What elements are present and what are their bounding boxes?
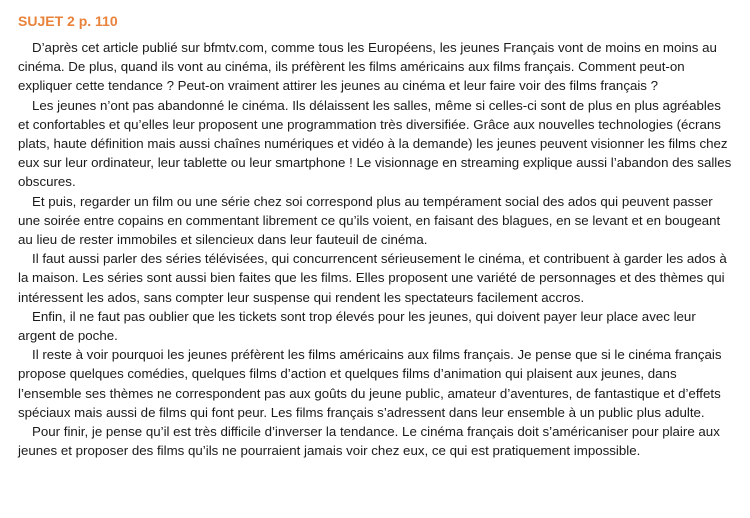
paragraph-2: Les jeunes n’ont pas abandonné le cinéma. Ils délaissent les salles, même si celles-ci sont de plus en plus agréables et confortables et qu’elles leur proposent une programmation très diversifiée. Grâce aux nouvelles technologies (écrans plats, haute définition mais aussi chaînes numériques et vidéo à la demande) les jeunes peuvent visionner les films chez eux sur leur ordinateur, leur tablette ou leur smartphone ! Le visionnage en streaming explique aussi l’abandon des salles obscures. (18, 97, 732, 190)
document-page (18, 12, 732, 460)
paragraph-1: D’après cet article publié sur bfmtv.com, comme tous les Européens, les jeunes Français vont de moins en moins au cinéma. De plus, quand ils vont au cinéma, ils préfèrent les films américains aux films français. Comment peut-on expliquer cette tendance ? Peut-on vraiment attirer les jeunes au cinéma et leur faire voir des films français ? (18, 40, 717, 94)
paragraph-7: Pour finir, je pense qu’il est très difficile d’inverser la tendance. Le cinéma français doit s’américaniser pour plaire aux jeunes et proposer des films qu’ils ne pourraient jamais voir chez eux, ce qui est pratiquement impossible. (18, 424, 720, 459)
paragraph-6: Il reste à voir pourquoi les jeunes préfèrent les films américains aux films français. Je pense que si le cinéma français propose quelques comédies, quelques films d’action et quelques films d’animation qui plaisent aux jeunes, dans l’ensemble ses thèmes ne correspondent pas aux goûts du jeune public, amateur d’aventures, de fantastique et d’effets spéciaux mais aussi de films qui font peur. Les films français s’adressent dans leur ensemble à un public plus adulte. (18, 347, 722, 420)
paragraph-3: Et puis, regarder un film ou une série chez soi correspond plus au tempérament social des ados qui peuvent passer une soirée entre copains en commentant librement ce qu’ils voient, en faisant des blagues, en se levant et en bougeant au lieu de rester immobiles et silencieux dans leur fauteuil de cinéma. (18, 193, 721, 248)
document-heading: SUJET 2 p. 110 (18, 13, 118, 29)
paragraph-4: Il faut aussi parler des séries télévisées, qui concurrencent sérieusement le cinéma, et contribuent à garder les ados à la maison. Les séries sont aussi bien faites que les films. Elles proposent une variété de personnages et des thèmes qui intéressent les ados, sans compter leur suspense qui rendent les spectateurs facilement accros. (18, 251, 727, 305)
paragraph-5: Enfin, il ne faut pas oublier que les tickets sont trop élevés pour les jeunes, qui doivent payer leur place avec leur argent de poche. (18, 308, 696, 344)
